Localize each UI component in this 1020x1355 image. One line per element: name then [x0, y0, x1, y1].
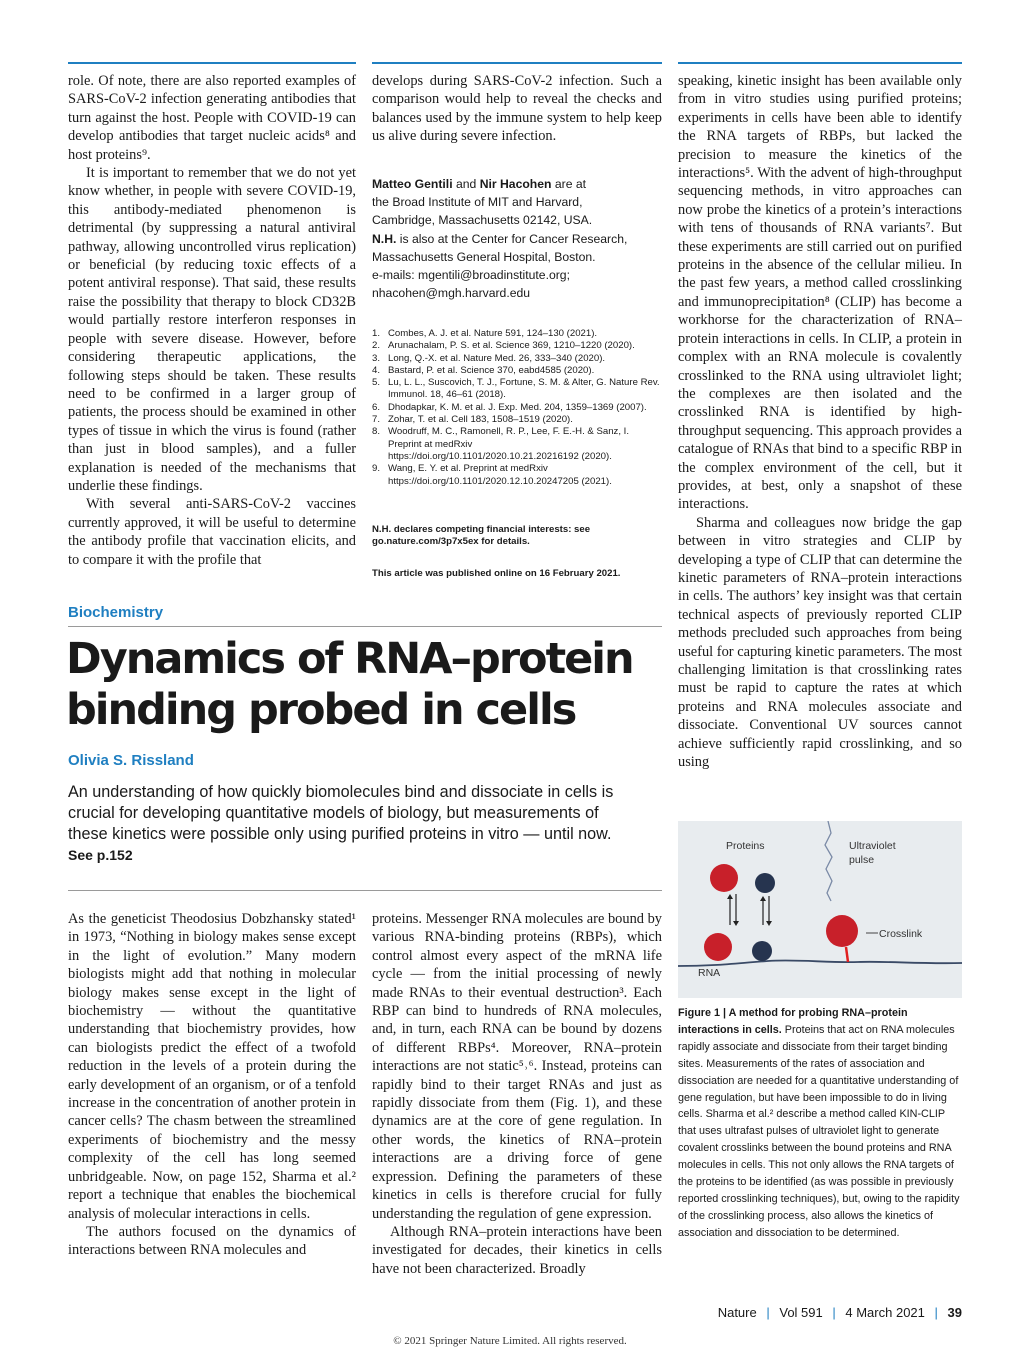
ref-number: 5. [372, 377, 381, 389]
paragraph: speaking, kinetic insight has been available only from in vitro studies using purified proteins; experiments in cells have been able to identify the RNA targets of RBPs, but lacked the precision to measure the kinetics of the interactions⁵. With the advent of high-throughput sequencing methods, in vitro approaches can now probe the kinetics of a protein’s interactions with tens of thousands of RNA variants⁷. But these experiments are still carried out on purified proteins in the absence of the cellular milieu. In the past few years, a method called crosslinking and immunoprecipitation⁸ (CLIP) has become a workhorse for the characterization of RNA–protein interactions in cells. In CLIP, a protein in complex with an RNA molecule is covalently crosslinked to the RNA using ultraviolet light; the complexes are then isolated and the crosslinked RNA is identified by high-throughput sequencing. This approach provides a catalogue of RNAs that bind to a specific RBP in the complex environment of the cell, but it provides, at best, only a snapshot of these interactions. [678, 73, 962, 513]
ref-number: 3. [372, 352, 381, 364]
affiliations [372, 175, 662, 302]
crosslink-mark [846, 947, 848, 962]
author-name: Nir Hacohen [479, 177, 552, 191]
ref-text: Long, Q.-X. et al. Nature Med. 26, 333–340 (2020). [388, 352, 606, 364]
copyright-notice: © 2021 Springer Nature Limited. All rights reserved. [393, 1335, 627, 1347]
headline-line: binding probed in cells [66, 685, 576, 735]
protein-crosslinked-icon [826, 915, 858, 947]
protein-navy-bound-icon [752, 941, 772, 961]
col1-bottom-text [68, 910, 356, 1260]
affil-text: is also at the Center for Cancer Research, [396, 231, 628, 246]
crosslink-label: Crosslink [879, 928, 923, 940]
caption-body: Proteins that act on RNA molecules rapidly associate and dissociate from their target binding sites. Measurements of the rates of association and dissociation are needed for a quantitative understanding of gene regulation, but have been impossible to do in living cells. Sharma et al.² describe a method called KIN-CLIP that uses ultrafast pulses of ultraviolet light to generate covalent crosslinks between the bound proteins and RNA molecules in cells. This not only allows the RNA targets of the proteins to be identified (as was possible in previously reported crosslinking techniques), but, owing to the rapidity of the crosslinking process, also allows the kinetics of association and dissociation to be determined. [678, 1023, 960, 1239]
affil-text: are at [551, 177, 587, 191]
paragraph: role. Of note, there are also reported examples of SARS-CoV-2 infection generating antibodies that turn against the host. People with COVID-19 can develop antibodies that target nucleic acids⁸ and host proteins⁹. [68, 73, 356, 163]
uv-pulse-icon [825, 821, 832, 901]
col1-top-text [68, 72, 356, 569]
top-rule-col1 [68, 62, 356, 64]
footer-separator: | [766, 1305, 770, 1320]
ref-number: 4. [372, 364, 381, 376]
page-footer [718, 1305, 962, 1320]
ref-number: 8. [372, 426, 381, 438]
footer-separator: | [934, 1305, 938, 1320]
email-line[interactable]: e-mails: mgentili@broadinstitute.org; [372, 268, 570, 283]
arrowhead-icon [766, 921, 772, 926]
uv-label-line1: Ultraviolet [849, 840, 896, 852]
ref-number: 2. [372, 340, 381, 352]
reference-item [372, 365, 662, 377]
figure-caption [678, 1005, 962, 1242]
reference-item [372, 328, 662, 340]
col3-top-text [678, 72, 962, 771]
paragraph: As the geneticist Theodosius Dobzhansky stated¹ in 1973, “Nothing in biology makes sense except in the light of evolution.” Many modern biologists might add that nothing in molecular biology makes sense except in the light of biochemistry — without the quantitative understanding that biochemistry provides, how can biologists predict the effect of a twofold reduction in the levels of a protein during the early development of an organism, or of a tenfold increase in the concentration of another protein in cancer cells? The chasm between the streamlined experiments of biochemistry and the messy complexity of the cell has long seemed unbridgeable. Now, on page 152, Sharma et al.² report a technique that enables the biochemical analysis of molecular interactions in cells. [68, 911, 356, 1222]
paragraph: Sharma and colleagues now bridge the gap between in vitro strategies and CLIP by developing a type of CLIP that can determine the kinetic parameters of RNA–protein interactions in cells. The authors’ key insight was that certain technical aspects of previously reported CLIP methods precluded such approaches from being useful for capturing kinetic parameters. The most challenging limitation is that crosslinking rates must be rapid to capture the rates at which proteins and RNA molecules associate and dissociate. Conventional UV sources cannot achieve sufficiently rapid crosslinking, and so using [678, 514, 962, 771]
top-rule-col2 [372, 62, 662, 64]
caption-title: Figure 1 | A method for probing RNA–protein interactions in cells. [678, 1007, 908, 1036]
footer-journal: Nature [717, 1305, 757, 1320]
standfirst-text: An understanding of how quickly biomolecules bind and dissociate in cells is crucial for developing quantitative models of biology, but measurements of these kinetics were possible only using purified proteins in vitro — until now. [68, 783, 614, 843]
ref-number: 7. [372, 414, 381, 426]
col2-bottom-text [372, 910, 662, 1278]
proteins-label: Proteins [726, 840, 765, 852]
reference-item [372, 426, 662, 463]
arrowhead-icon [733, 921, 739, 926]
reference-item [372, 353, 662, 365]
standfirst [68, 782, 628, 866]
affil-line: the Broad Institute of MIT and Harvard, [372, 195, 583, 210]
arrowhead-icon [727, 894, 733, 899]
reference-item [372, 402, 662, 414]
rna-label: RNA [698, 967, 721, 979]
ref-text: Wang, E. Y. et al. Preprint at medRxiv https://doi.org/10.1101/2020.12.10.20247205 (2021). [388, 463, 612, 487]
author-name: Matteo Gentili [372, 177, 453, 191]
affil-text: and [452, 177, 480, 191]
ref-number: 6. [372, 401, 381, 413]
section-label: Biochemistry [68, 604, 164, 621]
ref-text: Combes, A. J. et al. Nature 591, 124–130 (2021). [388, 328, 598, 339]
ref-text: Zohar, T. et al. Cell 183, 1508–1519 (2020). [388, 414, 573, 426]
protein-red-free-icon [710, 864, 738, 892]
ref-text: Dhodapkar, K. M. et al. J. Exp. Med. 204, 1359–1369 (2007). [388, 401, 647, 413]
footer-date: 4 March 2021 [845, 1305, 925, 1320]
figure-1-illustration [678, 821, 962, 998]
paragraph: With several anti-SARS-CoV-2 vaccines currently approved, it will be useful to determine the antibody profile that vaccination elicits, and to compare it with the profile that [68, 496, 356, 568]
ref-text: Arunachalam, P. S. et al. Science 369, 1210–1220 (2020). [388, 340, 635, 352]
arrowhead-icon [760, 896, 766, 901]
affil-line: Massachusetts General Hospital, Boston. [372, 249, 596, 264]
figure-svg [678, 821, 962, 998]
footer-separator: | [832, 1305, 836, 1320]
article-headline [66, 634, 666, 736]
author-initials: N.H. [372, 231, 397, 246]
section-rule [68, 626, 662, 627]
affil-line: Cambridge, Massachusetts 02142, USA. [372, 213, 593, 228]
ref-number: 9. [372, 463, 381, 475]
ref-text: Bastard, P. et al. Science 370, eabd4585 (2020). [388, 364, 595, 376]
uv-label-line2: pulse [849, 854, 875, 866]
headline-line: Dynamics of RNA–protein [66, 634, 633, 684]
protein-navy-free-icon [755, 873, 775, 893]
reference-item [372, 463, 662, 488]
reference-list [372, 328, 662, 488]
col2-top-text [372, 72, 662, 146]
reference-item [372, 414, 662, 426]
top-rule-col3 [678, 62, 962, 64]
email-line[interactable]: nhacohen@mgh.harvard.edu [372, 286, 531, 301]
reference-item [372, 340, 662, 352]
ref-number: 1. [372, 328, 381, 339]
see-page-link[interactable]: See p.152 [68, 847, 133, 863]
ref-text: Woodruff, M. C., Ramonell, R. P., Lee, F. E.-H. & Sanz, I. Preprint at medRxiv https://doi.org/10.1101/2020.10.21.20216192 (2020). [388, 426, 630, 462]
paragraph: The authors focused on the dynamics of interactions between RNA molecules and [68, 1223, 356, 1259]
uv-arrowhead-icon [827, 897, 835, 905]
reference-item [372, 377, 662, 402]
ref-text: Lu, L. L., Suscovich, T. J., Fortune, S. M. & Alter, G. Nature Rev. Immunol. 18, 46–61 (2018). [388, 377, 660, 401]
standfirst-rule [68, 890, 662, 891]
rna-strand [678, 960, 962, 966]
paragraph: It is important to remember that we do not yet know whether, in people with severe COVID-19, this antibody-mediated phenomenon is detrimental (by suppressing a natural antiviral pathway, allowing uncontrolled virus replication) or beneficial (by reducing toxic effects of a potent antiviral response). That said, these results raise the possibility that therapy to block CD32B would partially restore interferon responses in people with severe disease. However, before considering therapeutic applications, the following steps should be taken. These results need to be confirmed in a larger group of patients, the process should be examined in other types of tissue in which the virus is found (rather than just in blood samples), and a fuller explanation is needed of the mechanisms that underlie these findings. [68, 165, 356, 494]
paragraph: Although RNA–protein interactions have been investigated for decades, their kinetics in cells have not been characterized. Broadly [372, 1223, 662, 1277]
article-author: Olivia S. Rissland [68, 752, 194, 769]
paragraph: develops during SARS-CoV-2 infection. Such a comparison would help to reveal the checks and balances used by the immune system to help keep us alive during severe infection. [372, 73, 662, 145]
competing-interests: N.H. declares competing financial interests: see go.nature.com/3p7x5ex for details. [372, 524, 591, 548]
footer-volume: Vol 591 [779, 1305, 823, 1320]
paragraph: proteins. Messenger RNA molecules are bound by various RNA-binding proteins (RBPs), which control almost every aspect of the mRNA life cycle — from the initial processing of newly made RNAs to their eventual destruction³. Each RBP can bind to hundreds of RNA molecules, and, in turn, each RNA can be bound by dozens of different RBPs⁴. Moreover, RNA–protein interactions are not static⁵˒⁶. Instead, proteins can rapidly bind to their target RNAs and just as rapidly dissociate from them (Fig. 1), and these dynamics are at the core of gene regulation. In other words, the kinetics of RNA–protein interactions are a driving force of gene expression. Defining the parameters of these kinetics in cells is therefore crucial for fully understanding the regulation of gene expression. [372, 911, 662, 1222]
protein-red-bound-icon [704, 933, 732, 961]
published-note: This article was published online on 16 February 2021. [372, 568, 621, 579]
page-number: 39 [947, 1305, 962, 1320]
